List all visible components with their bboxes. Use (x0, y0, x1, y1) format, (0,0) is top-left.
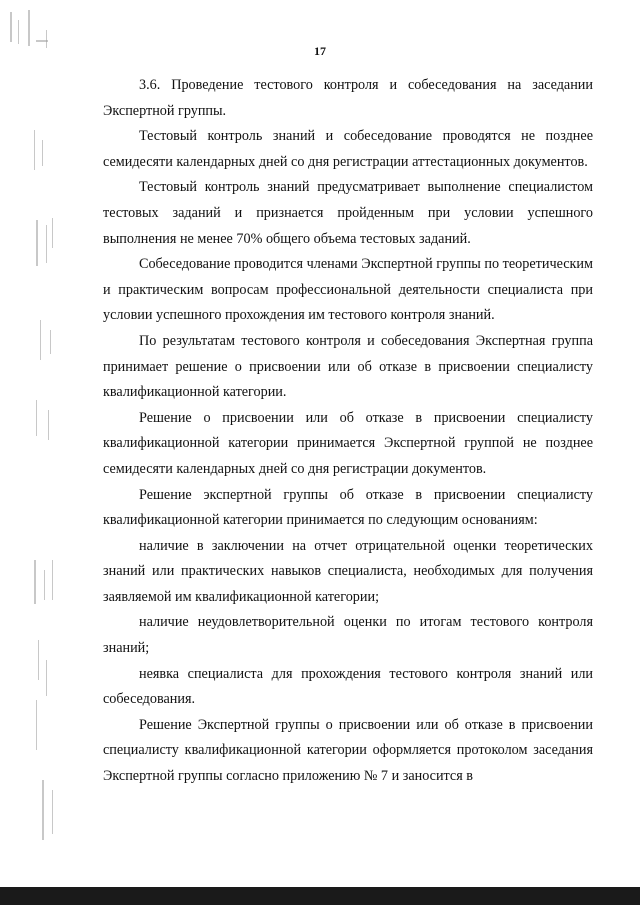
paragraph-3-6-heading: 3.6. Проведение тестового контроля и собеседования на заседании Экспертной группы. (103, 77, 593, 119)
paragraph-decision: По результатам тестового контроля и собеседования Экспертная группа принимает решение о присвоении или об отказе в присвоении специалисту квалификационной категории. (103, 332, 593, 401)
page-number: 17 (314, 44, 326, 58)
paragraph-ground-failed-test: наличие неудовлетворительной оценки по итогам тестового контроля знаний; (103, 614, 593, 657)
scan-artifact-left-margin (6, 0, 64, 880)
paragraph-refusal-grounds: Решение экспертной группы об отказе в присвоении специалисту квалификационной категории принимается по следующим основаниям: (103, 486, 593, 529)
document-body (103, 73, 593, 790)
paragraph-test-deadline: Тестовый контроль знаний и собеседование проводятся не позднее семидесяти календарных дней со дня регистрации аттестационных документов. (103, 128, 593, 170)
paragraph-protocol: Решение Экспертной группы о присвоении или об отказе в присвоении специалисту квалификационной категории оформляется протоколом заседания Экспертной группы согласно приложению № 7 и заносится в (103, 716, 593, 785)
scan-bottom-edge (0, 887, 640, 905)
paragraph-decision-deadline: Решение о присвоении или об отказе в присвоении специалисту квалификационной категории принимается Экспертной группой не позднее семидесяти календарных дней со дня регистрации документов. (103, 409, 593, 477)
paragraph-ground-negative-review: наличие в заключении на отчет отрицательной оценки теоретических знаний или практических навыков специалиста, необходимых для получения заявляемой им квалификационной категории; (103, 537, 593, 605)
paragraph-interview: Собеседование проводится членами Экспертной группы по теоретическим и практическим вопросам профессиональной деятельности специалиста при условии успешного прохождения им тестового контроля знаний. (103, 256, 593, 324)
paragraph-test-tasks: Тестовый контроль знаний предусматривает выполнение специалистом тестовых заданий и признается пройденным при условии успешного выполнения не менее 70% общего объема тестовых заданий. (103, 179, 593, 247)
paragraph-ground-no-show: неявка специалиста для прохождения тестового контроля знаний или собеседования. (103, 665, 593, 708)
